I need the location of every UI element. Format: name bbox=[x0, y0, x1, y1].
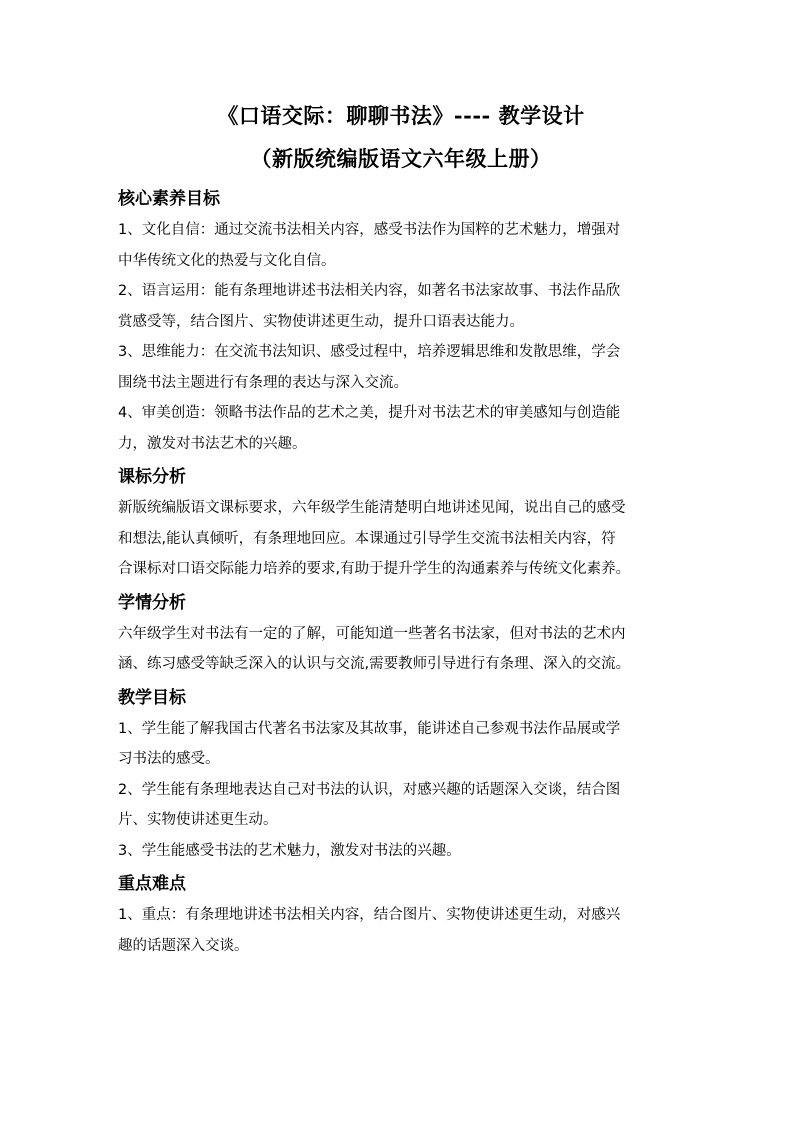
paragraph-line: 1、文化自信：通过交流书法相关内容，感受书法作为国粹的艺术魅力，增强对 bbox=[118, 222, 621, 238]
section bbox=[118, 872, 684, 961]
paragraph-line: 片、实物使讲述更生动。 bbox=[118, 812, 278, 828]
paragraph-line: 中华传统文化的热爱与文化自信。 bbox=[118, 252, 336, 269]
paragraph-line: 2、学生能有条理地表达自己对书法的认识，对感兴趣的话题深入交谈，结合图 bbox=[118, 781, 621, 798]
paragraph-line: 趣的话题深入交谈。 bbox=[118, 937, 249, 954]
section-heading: 教学目标 bbox=[118, 687, 186, 708]
section-heading: 学情分析 bbox=[118, 592, 186, 613]
section-heading: 重点难点 bbox=[118, 874, 186, 894]
paragraph-line: 六年级学生对书法有一定的了解，可能知道一些著名书法家，但对书法的艺术内 bbox=[118, 625, 626, 642]
section-heading: 核心素养目标 bbox=[118, 189, 220, 209]
paragraph-line: 4、审美创造：领略书法作品的艺术之美，提升对书法艺术的审美感知与创造能 bbox=[118, 405, 621, 421]
paragraph-line: 和想法,能认真倾听，有条理地回应。本课通过引导学生交流书法相关内容，符 bbox=[118, 530, 616, 547]
paragraph-line: 涵、练习感受等缺乏深入的认识与交流,需要教师引导进行有条理、深入的交流。 bbox=[118, 656, 631, 672]
section bbox=[118, 187, 684, 459]
paragraph-line: 3、思维能力：在交流书法知识、感受过程中，培养逻辑思维和发散思维，学会 bbox=[118, 344, 621, 360]
paragraph-line: 合课标对口语交际能力培养的要求,有助于提升学生的沟通素养与传统文化素养。 bbox=[118, 561, 631, 577]
paragraph-line: 赏感受等，结合图片、实物使讲述更生动，提升口语表达能力。 bbox=[118, 313, 524, 330]
paragraph-line: 习书法的感受。 bbox=[118, 751, 220, 767]
document-body bbox=[118, 187, 684, 961]
section bbox=[118, 686, 684, 867]
paragraph-line: 1、学生能了解我国古代著名书法家及其故事，能讲述自己参观书法作品展或学 bbox=[118, 720, 621, 737]
section bbox=[118, 591, 684, 680]
paragraph-line: 3、学生能感受书法的艺术魅力，激发对书法的兴趣。 bbox=[118, 842, 461, 859]
document-title: 《口语交际：聊聊书法》---- 教学设计 bbox=[217, 103, 585, 128]
paragraph-line: 围绕书法主题进行有条理的表达与深入交流。 bbox=[118, 374, 408, 391]
section-heading: 课标分析 bbox=[118, 467, 186, 487]
section bbox=[118, 465, 684, 585]
document-page bbox=[118, 98, 684, 961]
paragraph-line: 新版统编版语文课标要求，六年级学生能清楚明白地讲述见闻，说出自己的感受 bbox=[118, 500, 626, 516]
document-subtitle: （新版统编版语文六年级上册） bbox=[250, 146, 552, 171]
paragraph-line: 力，激发对书法艺术的兴趣。 bbox=[118, 435, 307, 452]
paragraph-line: 2、语言运用：能有条理地讲述书法相关内容，如著名书法家故事、书法作品欣 bbox=[118, 283, 621, 299]
paragraph-line: 1、重点：有条理地讲述书法相关内容，结合图片、实物使讲述更生动，对感兴 bbox=[118, 907, 621, 923]
